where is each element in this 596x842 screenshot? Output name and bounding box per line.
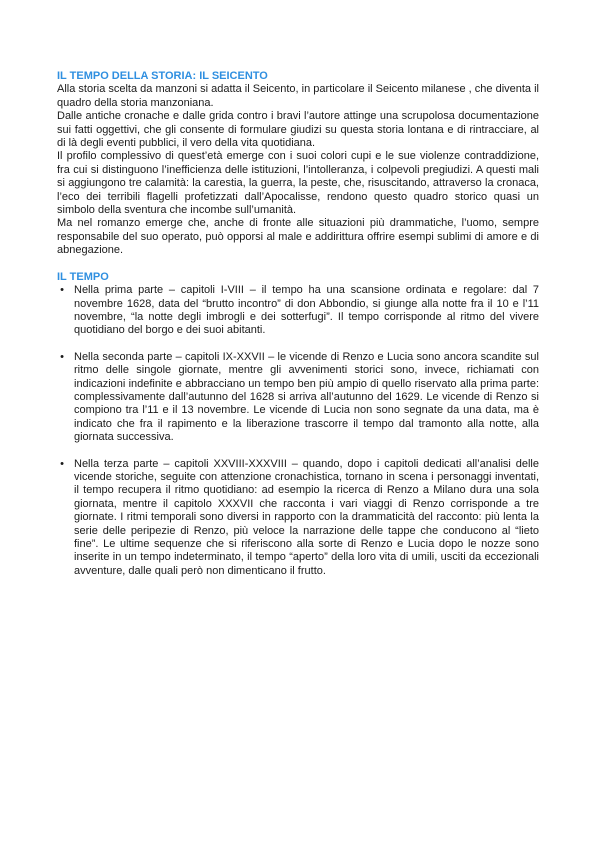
paragraph: Il profilo complessivo di quest’età emerge con i suoi colori cupi e le sue violenze contraddizione, fra cui si distinguono l’inefficienza delle istituzioni, l’intolleranza, i colpevoli pregiudizi. A questi mali si aggiungono tre calamità: la carestia, la guerra, la peste, che, risuscitando, attraverso la cronaca, l’eco dei terribili flagelli profetizzati dall’Apocalisse, rendono questo quadro storico quasi un simbolo della sventura che incombe sull’umanità.: [57, 150, 539, 217]
section-spacer: [57, 258, 539, 271]
section-seicento: [57, 70, 539, 258]
bullet-list: [57, 284, 539, 578]
list-item: [57, 351, 539, 445]
paragraph: Alla storia scelta da manzoni si adatta il Seicento, in particolare il Seicento milanese , che diventa il quadro della storia manzoniana.: [57, 83, 539, 109]
bullet-icon: •: [60, 457, 64, 470]
document-page: [57, 70, 539, 591]
section-heading-seicento: IL TEMPO DELLA STORIA: IL SEICENTO: [57, 70, 268, 82]
list-item-text: Nella prima parte – capitoli I-VIII – il tempo ha una scansione ordinata e regolare: dal 7 novembre 1628, data del “brutto incontro” di don Abbondio, si giunge alla notte fra il 10 e l’11 novembre, “la notte degli imbrogli e dei sotterfugi”. Il tempo corrisponde al ritmo del vivere quotidiano del borgo e dei suoi abitanti.: [74, 284, 539, 337]
bullet-icon: •: [60, 350, 64, 363]
list-item-text: Nella seconda parte – capitoli IX-XXVII – le vicende di Renzo e Lucia sono ancora scandite sul ritmo delle singole giornate, mentre gli avvenimenti storici sono, invece, richiamati con indicazioni indefinite e abbracciano un tempo ben più ampio di quello riservato alla prima parte: complessivamente dall’autunno del 1628 si arriva all’autunno del 1629. Le vicende di Renzo si compiono tra l’11 e il 13 novembre. Le vicende di Lucia non sono segnate da una data, ma è indicato che fra il rapimento e la liberazione trascorre il tempo dal tramonto alla notte, alla giornata successiva.: [74, 350, 539, 444]
section-tempo: [57, 271, 539, 579]
bullet-icon: •: [60, 284, 64, 297]
section-heading-tempo: IL TEMPO: [57, 270, 109, 283]
paragraph: Dalle antiche cronache e dalle grida contro i bravi l’autore attinge una scrupolosa documentazione sui fatti oggettivi, che gli consente di formulare giudizi su questa storia lontana e di rintracciare, al di là degli eventi pubblici, il vero della vita quotidiana.: [57, 110, 539, 150]
paragraph: Ma nel romanzo emerge che, anche di fronte alle situazioni più drammatiche, l’uomo, sempre responsabile del suo operato, può opporsi al male e addirittura offrire esempi sublimi di amore e di abnegazione.: [57, 217, 539, 257]
list-item: [57, 284, 539, 338]
list-item: [57, 458, 539, 579]
list-item-text: Nella terza parte – capitoli XXVIII-XXXVIII – quando, dopo i capitoli dedicati all’analisi delle vicende storiche, seguite con attenzione cronachistica, tornano in scena i personaggi inventati, il tempo recupera il ritmo quotidiano: ad esempio la ricerca di Renzo a Milano dura una sola giornata, mentre il capitolo XXXVII che racconta i vari viaggi di Renzo corrisponde a tre giornate. I ritmi temporali sono diversi in rapporto con la drammaticità del racconto: più lenta la serie delle peripezie di Renzo, più veloce la narrazione delle tappe che conducono al “lieto fine”. Le ultime sequenze che si riferiscono alla sorte di Renzo e Lucia dopo le nozze sono inserite in un tempo indeterminato, il tempo “aperto” della loro vita di umili, usciti da eccezionali avventure, dalle quali però non dimenticano il frutto.: [74, 457, 539, 577]
